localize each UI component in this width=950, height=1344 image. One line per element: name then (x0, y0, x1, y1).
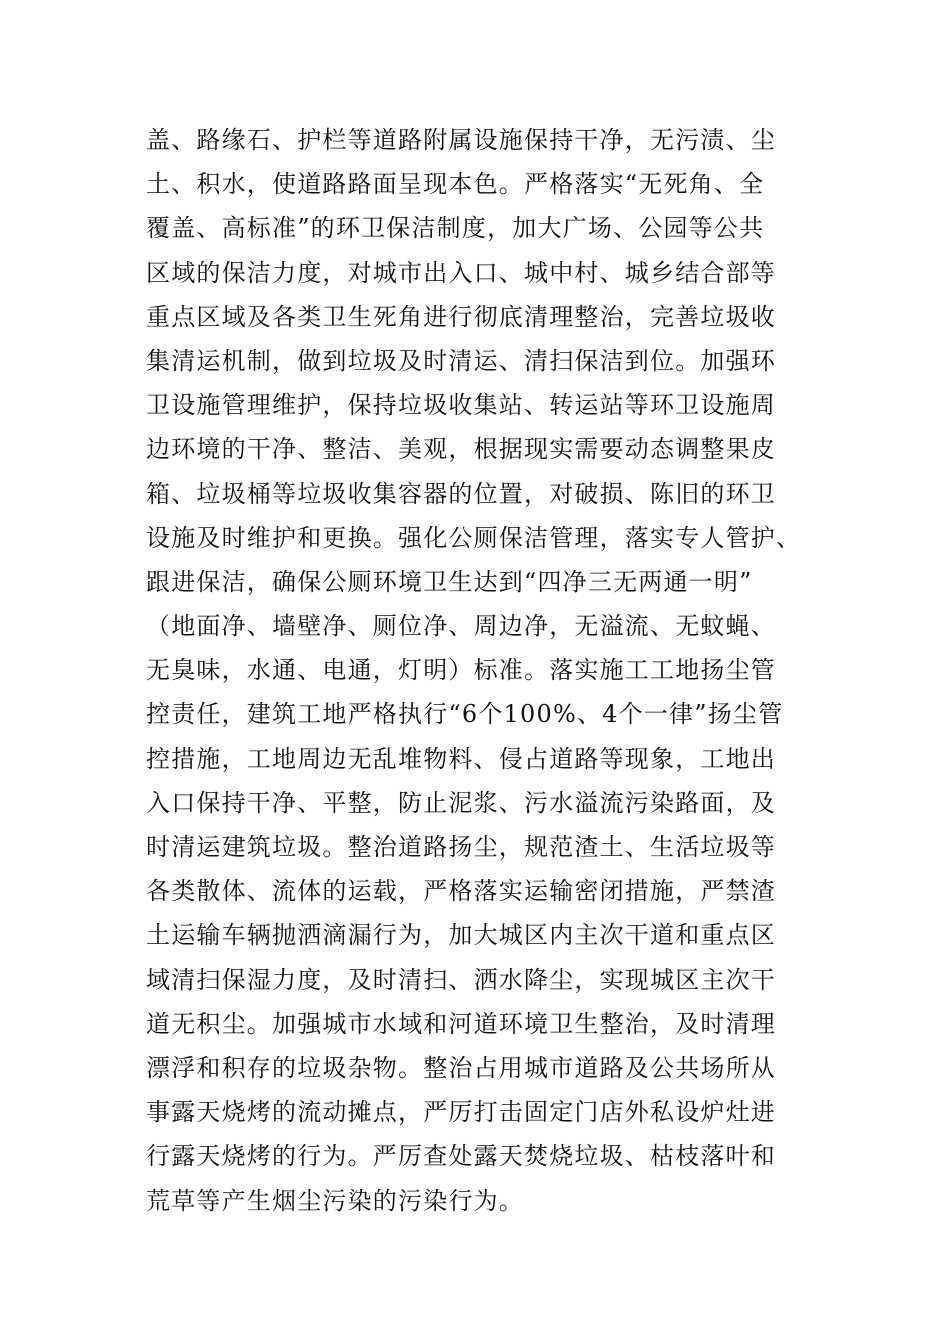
paragraph-line: 盖、路缘石、护栏等道路附属设施保持干净，无污渍、尘 (146, 126, 776, 154)
paragraph-line: （地面净、墙壁净、厕位净、周边净，无溢流、无蚊蝇、 (146, 612, 776, 641)
paragraph-line: 行露天烧烤的行为。严厉查处露天焚烧垃圾、枯枝落叶和 (146, 1142, 776, 1171)
paragraph-line: 土、积水，使道路路面呈现本色。严格落实“无死角、全 (146, 170, 765, 199)
paragraph-line: 漂浮和积存的垃圾杂物。整治占用城市道路及公共场所从 (146, 1053, 776, 1082)
paragraph-line: 覆盖、高标准”的环卫保洁制度，加大广场、公园等公共 (146, 214, 765, 243)
paragraph-line: 无臭味，水通、电通，灯明）标准。落实施工工地扬尘管 (146, 656, 776, 685)
paragraph-line: 控责任，建筑工地严格执行“6个100%、4个一律”扬尘管 (146, 700, 784, 729)
paragraph-line: 跟进保洁，确保公厕环境卫生达到“四净三无两通一明” (146, 567, 753, 596)
paragraph-line: 卫设施管理维护，保持垃圾收集站、转运站等环卫设施周 (146, 391, 776, 420)
paragraph-line: 箱、垃圾桶等垃圾收集容器的位置，对破损、陈旧的环卫 (146, 479, 776, 508)
paragraph-line: 事露天烧烤的流动摊点，严厉打击固定门店外私设炉灶进 (146, 1098, 776, 1127)
paragraph-line: 土运输车辆抛洒滴漏行为，加大城区内主次干道和重点区 (146, 921, 776, 950)
body-paragraph (146, 118, 826, 1223)
paragraph-line: 入口保持干净、平整，防止泥浆、污水溢流污染路面，及 (146, 788, 776, 817)
paragraph-line: 控措施，工地周边无乱堆物料、侵占道路等现象，工地出 (146, 744, 776, 773)
paragraph-line: 时清运建筑垃圾。整治道路扬尘，规范渣土、生活垃圾等 (146, 833, 776, 861)
paragraph-line: 设施及时维护和更换。强化公厕保洁管理，落实专人管护、 (146, 523, 802, 552)
paragraph-line: 边环境的干净、整洁、美观，根据现实需要动态调整果皮 (146, 435, 776, 464)
paragraph-line: 道无积尘。加强城市水域和河道环境卫生整治，及时清理 (146, 1009, 776, 1038)
paragraph-line: 各类散体、流体的运载，严格落实运输密闭措施，严禁渣 (146, 877, 776, 906)
paragraph-line: 区域的保洁力度，对城市出入口、城中村、城乡结合部等 (146, 258, 776, 287)
paragraph-line: 荒草等产生烟尘污染的污染行为。 (146, 1186, 524, 1215)
paragraph-line: 域清扫保湿力度，及时清扫、洒水降尘，实现城区主次干 (146, 965, 776, 994)
paragraph-line: 重点区域及各类卫生死角进行彻底清理整治，完善垃圾收 (146, 302, 776, 331)
paragraph-line: 集清运机制，做到垃圾及时清运、清扫保洁到位。加强环 (146, 346, 776, 375)
